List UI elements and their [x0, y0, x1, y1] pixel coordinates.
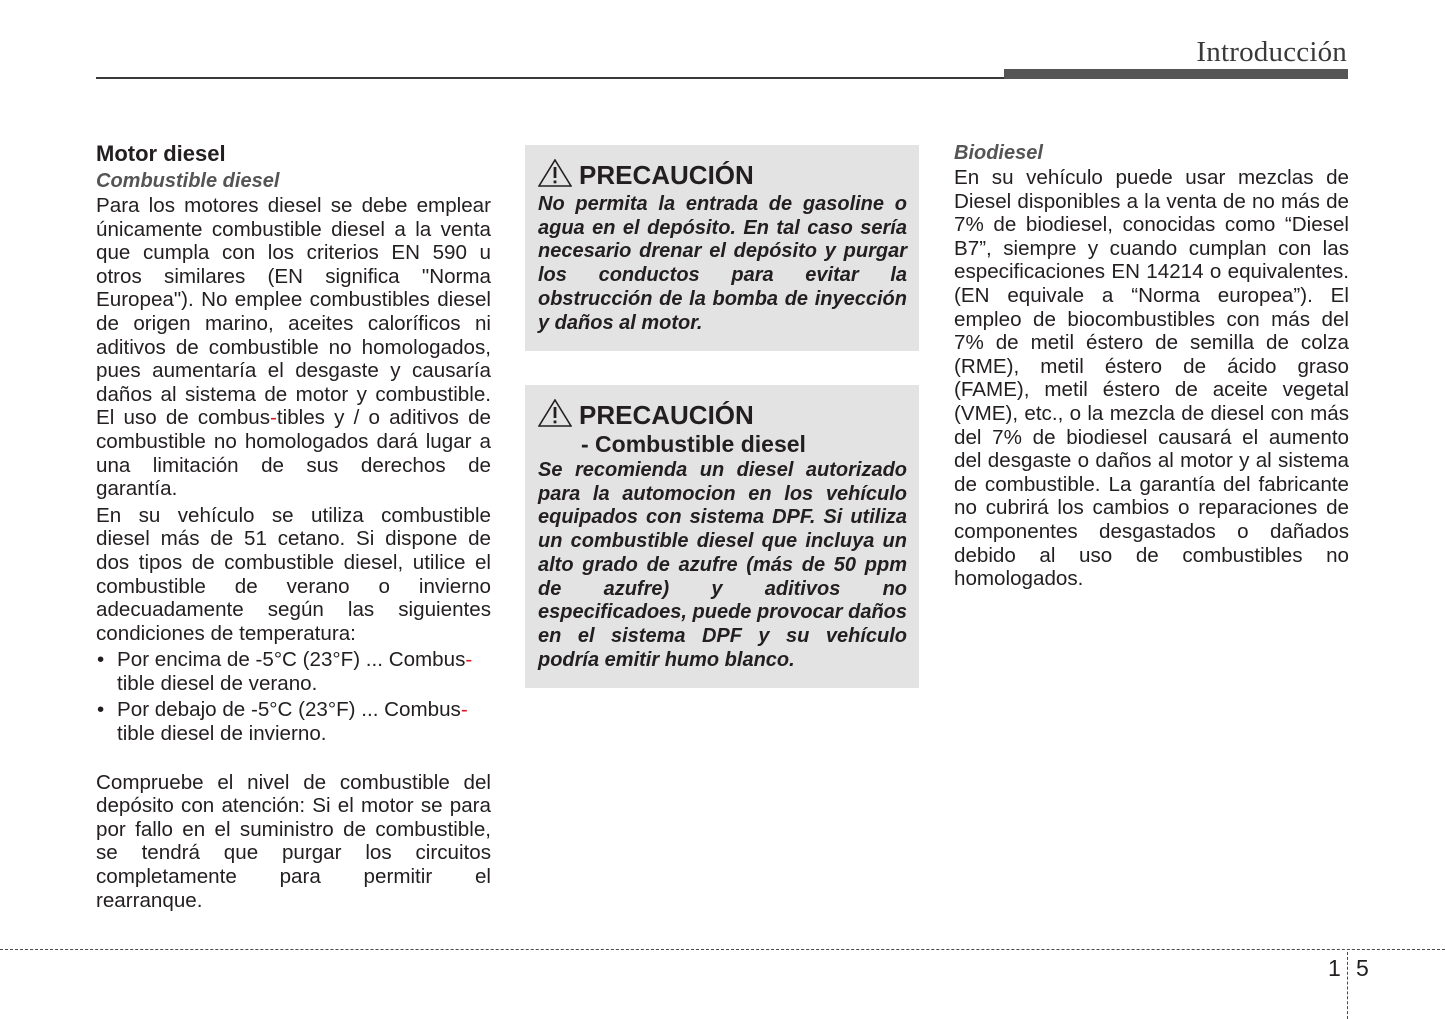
paragraph: Compruebe el nivel de combustible del depósito con atención: Si el motor se para por fallo en el suministro de combustible, se tendrá que purgar los circuitos completamente para permitir el rearranque.: [96, 770, 491, 912]
subsection-heading: Combustible diesel: [96, 170, 280, 192]
hyphen-mark: -: [270, 406, 277, 430]
caution-box-2: [525, 385, 919, 688]
footer-rule: [0, 949, 1445, 950]
header-rule-accent: [1004, 69, 1348, 79]
list-item-text: tible diesel de verano.: [117, 671, 318, 695]
paragraph-text: Para los motores diesel se debe emplear únicamente combustible diesel a la venta que cumpla con los criterios EN 590 u otros similares (EN significa "Norma Europea"). No emplee combustibles diesel de origen marino, aceites caloríficos ni aditivos de combustible no homologados, pues aumentaría el desgaste y causaría daños al sistema de motor y combustible. El uso de combus: [96, 194, 491, 430]
hyphen-mark: -: [465, 648, 473, 672]
caution-text: Se recomienda un diesel autorizado para la automocion en los vehículo equipados con sistema DPF. Si utiliza un combustible diesel que incluya un alto grado de azufre (más de 50 ppm de azufre) y aditivos no especificadoes, puede provocar daños en el sistema DPF y su vehículo podría emitir humo blanco.: [538, 459, 908, 671]
subsection-heading: Biodiesel: [954, 142, 1043, 164]
warning-triangle-icon: [538, 399, 572, 427]
list-item: [96, 698, 491, 745]
hyphen-mark: -: [460, 698, 468, 722]
page-number: 5: [1356, 955, 1369, 981]
caution-box-1: [525, 145, 919, 351]
caution-subtitle: - Combustible diesel: [581, 431, 806, 457]
caution-text: No permita la entrada de gasoline o agua en el depósito. En tal caso sería necesario drenar el depósito y purgar los conductos para evitar la obstrucción de la bomba de inyección y daños al motor.: [538, 193, 907, 334]
left-column: [96, 140, 491, 915]
warning-triangle-icon: [538, 159, 572, 187]
paragraph: [96, 194, 491, 501]
section-heading: Motor diesel: [96, 141, 226, 166]
paragraph: En su vehículo se utiliza combustible diesel más de 51 cetano. Si dispone de dos tipos de combustible diesel, utilice el combustible de verano o invierno adecuadamente según las siguientes condiciones de temperatura:: [96, 503, 491, 645]
bullet-mark: •: [97, 648, 105, 672]
list-item-text: Por debajo de -5°C (23°F) ... Combus: [117, 698, 461, 722]
caution-title: PRECAUCIÓN: [579, 160, 754, 190]
spacer: [96, 749, 491, 771]
caution-header: [538, 399, 907, 431]
page-header-title: Introducción: [1196, 36, 1347, 68]
header-rule: [96, 77, 1006, 79]
list-item: [96, 648, 491, 695]
list-item-text: tible diesel de invierno.: [117, 722, 327, 746]
bullet-list: [96, 648, 491, 745]
caution-title: PRECAUCIÓN: [579, 400, 754, 430]
caution-panel: [525, 385, 919, 688]
paragraph-text: tibles y / o aditivos de combustible no homologados dará lugar a una limitación de sus derechos de garantía.: [96, 406, 491, 501]
list-item-text: Por encima de -5°C (23°F) ... Combus: [117, 648, 466, 672]
bullet-mark: •: [97, 698, 105, 722]
paragraph: En su vehículo puede usar mezclas de Diesel disponibles a la venta de no más de 7% de biodiesel, conocidas como “Diesel B7”, siempre y cuando cumplan con las especificaciones EN 14214 o equivalentes. (EN equivale a “Norma europea”). El empleo de biocombustibles con más del 7% de metil éstero de semilla de colza (RME), metil éstero de ácido graso (FAME), metil éstero de aceite vegetal (VME), etc., o la mezcla de diesel con más del 7% de biodiesel causará el aumento del desgaste o daños al motor y al sistema de combustible. La garantía del fabricante no cubrirá los cambios o reparaciones de componentes desgastados o dañados debido al uso de combustibles no homologados.: [954, 166, 1349, 591]
section-number: 1: [1328, 955, 1341, 981]
caution-header: [538, 159, 907, 191]
caution-panel: [525, 145, 919, 351]
page-number-divider: [1347, 952, 1348, 1019]
right-column: [954, 140, 1349, 594]
